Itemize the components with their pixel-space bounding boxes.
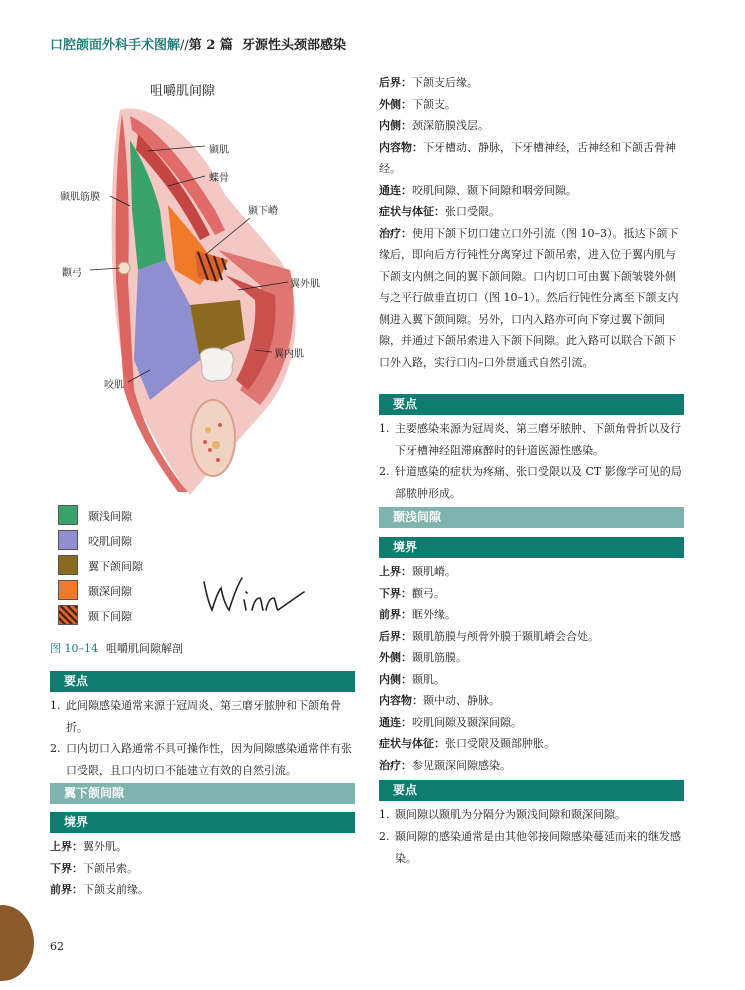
field-value: 张口受限。	[445, 205, 500, 218]
field-key: 上界：	[50, 840, 83, 853]
field-row	[379, 94, 684, 116]
list-number: 1.	[379, 808, 390, 821]
list-item	[379, 826, 684, 869]
list-item	[50, 738, 355, 781]
field-row	[379, 626, 684, 648]
handwritten-signature	[200, 570, 310, 620]
label-zygomatic-arch: 颧弓	[62, 268, 82, 279]
field-key: 通连：	[379, 715, 412, 729]
field-key: 外侧：	[379, 97, 412, 111]
legend-item	[58, 505, 198, 525]
field-value: 颧弓。	[412, 586, 445, 600]
legend-label: 颞深间隙	[88, 585, 132, 598]
list-text: 此间隙感染通常来源于冠周炎、第三磨牙脓肿和下颌角骨折。	[66, 699, 341, 734]
field-list	[50, 836, 355, 901]
field-row	[379, 72, 684, 94]
label-temporalis: 颞肌	[209, 145, 229, 156]
field-value: 张口受限及颞部肿胀。	[445, 737, 555, 750]
label-sphenoid: 蝶骨	[209, 173, 229, 184]
field-value: 使用下颌下切口建立口外引流（图 10–3）。抵达下颌下缘后，即向后方行钝性分离穿过下颌吊索，进入位于翼内肌与下颌支内侧之间的翼下颌间隙。口内切口可由翼下颌皱襞外侧与之平行做垂直切口（图 10–1）。然后行钝性分离至下颌支内侧进入翼下颌间隙。另外，口内入路亦可向下穿过翼下颌间隙，并通过下颌吊索进入下颌下间隙。此入路可以联合下颌下口外入路，实行口内–口外贯通式自然引流。	[379, 226, 679, 369]
list-number: 2.	[379, 830, 390, 843]
field-row	[379, 561, 684, 583]
field-key: 下界：	[379, 586, 412, 600]
section-title-bar: 颞浅间隙	[379, 507, 684, 528]
list-text: 颞间隙以颞肌为分隔分为颞浅间隙和颞深间隙。	[395, 808, 626, 821]
field-key: 下界：	[50, 861, 83, 875]
book-title: 口腔颌面外科手术图解	[50, 38, 181, 53]
field-value: 颈深筋膜浅层。	[412, 119, 489, 132]
part-number: 第 2 篇	[188, 38, 233, 53]
list-text: 针道感染的症状为疼痛、张口受限以及 CT 影像学可见的局部脓肿形成。	[395, 465, 682, 500]
list-text: 颞间隙的感染通常是由其他邻接间隙感染蔓延而来的继发感染。	[395, 830, 681, 865]
list-text: 主要感染来源为冠周炎、第三磨牙脓肿、下颌角骨折以及行下牙槽神经阻滞麻醉时的针道医源性感染。	[395, 422, 681, 457]
list-item	[379, 418, 684, 461]
list-number: 2.	[379, 465, 390, 478]
field-row	[379, 180, 684, 202]
field-row	[379, 712, 684, 734]
field-row	[379, 604, 684, 626]
field-value: 下颌吊索。	[83, 861, 138, 875]
boundary-bar: 境界	[379, 537, 684, 558]
field-list	[379, 72, 684, 373]
legend-label: 颞浅间隙	[88, 510, 132, 523]
list-item	[379, 461, 684, 504]
field-row	[379, 755, 684, 777]
running-header	[50, 34, 346, 53]
field-key: 外侧：	[379, 651, 412, 664]
field-row	[379, 223, 684, 374]
field-row	[379, 201, 684, 223]
field-value: 颞肌筋膜。	[412, 651, 467, 664]
figure-title: 咀嚼肌间隙	[150, 84, 216, 99]
boundary-bar: 境界	[50, 812, 355, 833]
figure-number: 图 10–14	[50, 642, 98, 655]
list-text: 口内切口入路通常不具可操作性，因为间隙感染通常伴有张口受限，且口内切口不能建立有效的自然引流。	[66, 742, 352, 777]
field-row	[50, 836, 355, 858]
field-key: 后界：	[379, 76, 412, 89]
list-number: 1.	[379, 422, 390, 435]
legend-swatch	[58, 555, 78, 575]
field-row	[379, 669, 684, 691]
field-key: 内容物：	[379, 140, 423, 154]
label-lateral-pterygoid: 翼外肌	[290, 279, 320, 290]
field-value: 下颌支前缘。	[83, 883, 149, 896]
list-number: 1.	[50, 699, 61, 712]
label-masseter: 咬肌	[104, 380, 124, 391]
keypoints-bar: 要点	[379, 394, 684, 415]
field-row	[379, 583, 684, 605]
field-value: 咬肌间隙及颞深间隙。	[412, 715, 522, 729]
field-value: 眶外缘。	[412, 608, 456, 621]
field-value: 翼外肌。	[83, 840, 127, 853]
field-value: 颞肌。	[412, 672, 445, 686]
field-list	[379, 561, 684, 776]
list-number: 2.	[50, 742, 61, 755]
field-value: 颞肌嵴。	[412, 565, 456, 578]
field-key: 内容物：	[379, 694, 423, 707]
list-item	[50, 695, 355, 738]
field-row	[379, 137, 684, 180]
legend-swatch	[58, 580, 78, 600]
field-row	[50, 879, 355, 901]
field-value: 下颌支。	[412, 97, 456, 111]
anatomy-illustration	[50, 100, 350, 500]
figure-caption	[50, 640, 183, 656]
header-separator: //	[180, 38, 189, 53]
label-infratemporal-crest: 颞下嵴	[248, 206, 278, 217]
field-value: 下牙槽动、静脉，下牙槽神经，舌神经和下颌舌骨神经。	[379, 140, 676, 175]
field-key: 前界：	[50, 883, 83, 896]
field-value: 下颌支后缘。	[412, 76, 478, 89]
legend-item	[58, 530, 198, 550]
field-key: 前界：	[379, 608, 412, 621]
field-value: 参见颞深间隙感染。	[412, 758, 511, 772]
figure-caption-text: 咀嚼肌间隙解剖	[106, 642, 183, 655]
section-title-bar: 翼下颌间隙	[50, 783, 355, 804]
page-corner-tab	[0, 905, 34, 981]
field-key: 治疗：	[379, 226, 412, 240]
legend-label: 咬肌间隙	[88, 535, 132, 548]
field-key: 内侧：	[379, 119, 412, 132]
list-item	[379, 804, 684, 826]
legend-label: 翼下颌间隙	[88, 560, 143, 573]
legend-swatch	[58, 530, 78, 550]
label-medial-pterygoid: 翼内肌	[274, 349, 304, 360]
field-key: 治疗：	[379, 758, 412, 772]
legend-item	[58, 555, 198, 575]
label-temporal-fascia: 颞肌筋膜	[60, 192, 100, 203]
field-value: 颞中动、静脉。	[423, 694, 500, 707]
field-row	[379, 115, 684, 137]
field-key: 症状与体征：	[379, 205, 445, 218]
field-key: 内侧：	[379, 672, 412, 686]
legend-swatch	[58, 505, 78, 525]
field-key: 症状与体征：	[379, 737, 445, 750]
legend-swatch-hatched	[58, 605, 78, 625]
field-row	[379, 690, 684, 712]
field-key: 通连：	[379, 183, 412, 197]
field-row	[379, 647, 684, 669]
page-number: 62	[50, 940, 64, 953]
field-row	[50, 858, 355, 880]
field-value: 咬肌间隙、颞下间隙和咽旁间隙。	[412, 183, 577, 197]
legend-item	[58, 605, 198, 625]
legend-item	[58, 580, 198, 600]
keypoints-bar: 要点	[50, 671, 355, 692]
legend-label: 颞下间隙	[88, 610, 132, 623]
field-key: 后界：	[379, 629, 412, 643]
field-row	[379, 733, 684, 755]
keypoints-bar: 要点	[379, 780, 684, 801]
field-value: 颞肌筋膜与颅骨外膜于颞肌嵴会合处。	[412, 629, 599, 643]
field-key: 上界：	[379, 565, 412, 578]
chapter-title: 牙源性头颈部感染	[241, 38, 346, 53]
